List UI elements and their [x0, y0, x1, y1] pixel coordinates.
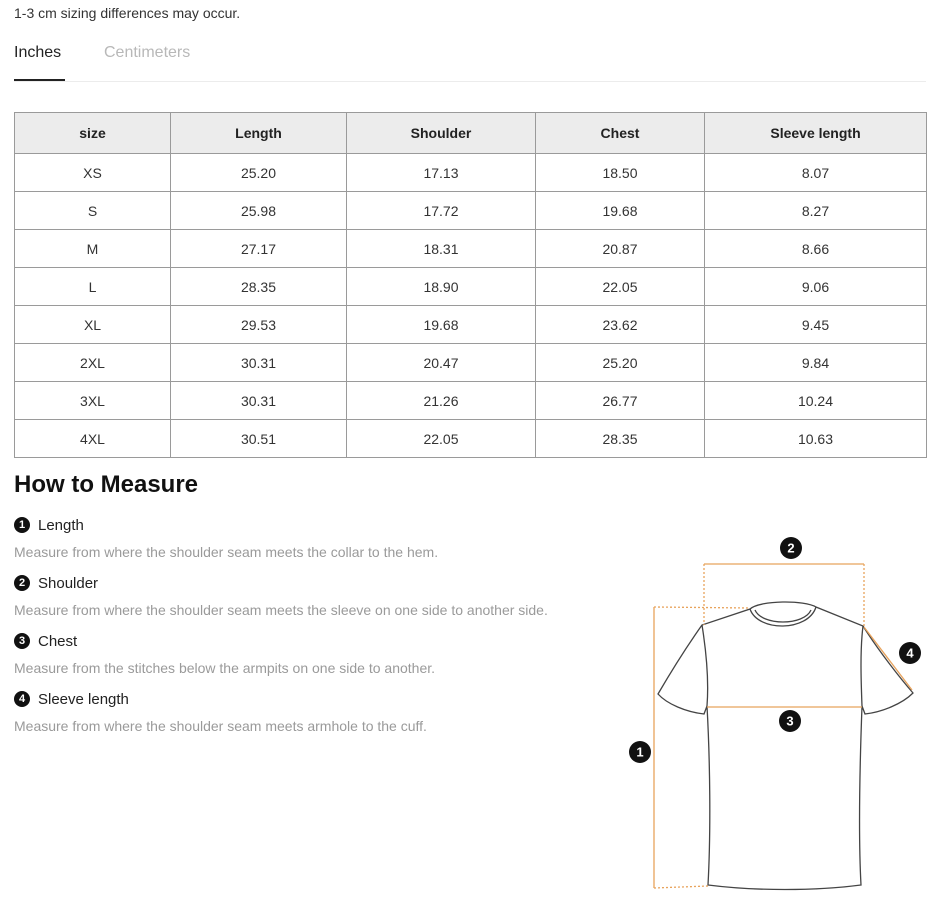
cell-size: S: [15, 192, 171, 230]
table-row: [15, 192, 927, 230]
tab-inches[interactable]: Inches: [14, 44, 62, 61]
marker-2-icon: [780, 537, 802, 559]
table-row: [15, 382, 927, 420]
cell-shoulder: 18.90: [347, 268, 536, 306]
cell-shoulder: 17.13: [347, 154, 536, 192]
table-row: [15, 230, 927, 268]
cell-chest: 25.20: [536, 344, 705, 382]
cell-sleeve-length: 10.24: [705, 382, 927, 420]
tab-centimeters[interactable]: Centimeters: [104, 44, 191, 61]
measure-item-chest: [14, 631, 435, 676]
measure-label: Sleeve length: [38, 690, 129, 708]
number-4-icon: 4: [14, 691, 30, 707]
cell-chest: 26.77: [536, 382, 705, 420]
marker-1-label: 1: [636, 744, 644, 760]
cell-size: 4XL: [15, 420, 171, 458]
cell-size: 2XL: [15, 344, 171, 382]
header-chest: Chest: [536, 113, 705, 154]
cell-chest: 28.35: [536, 420, 705, 458]
unit-tabs: [14, 40, 926, 82]
how-to-measure-title: How to Measure: [14, 471, 199, 498]
table-row: [15, 154, 927, 192]
cell-length: 30.51: [171, 420, 347, 458]
measure-description: Measure from where the shoulder seam meets the sleeve on one side to another side.: [14, 602, 548, 618]
cell-size: L: [15, 268, 171, 306]
measure-label: Chest: [38, 632, 78, 650]
header-shoulder: Shoulder: [347, 113, 536, 154]
cell-shoulder: 18.31: [347, 230, 536, 268]
cell-chest: 20.87: [536, 230, 705, 268]
number-1-icon: 1: [14, 517, 30, 533]
cell-length: 27.17: [171, 230, 347, 268]
marker-2-label: 2: [787, 540, 795, 556]
cell-sleeve-length: 10.63: [705, 420, 927, 458]
measure-item-length: [14, 515, 438, 560]
table-row: [15, 420, 927, 458]
number-2-icon: 2: [14, 575, 30, 591]
cell-length: 25.98: [171, 192, 347, 230]
size-chart-table: [14, 112, 927, 458]
cell-size: M: [15, 230, 171, 268]
tshirt-measurement-diagram: [620, 530, 930, 898]
number-3-icon: 3: [14, 633, 30, 649]
cell-sleeve-length: 8.27: [705, 192, 927, 230]
cell-sleeve-length: 9.84: [705, 344, 927, 382]
cell-sleeve-length: 9.06: [705, 268, 927, 306]
cell-length: 25.20: [171, 154, 347, 192]
cell-size: XL: [15, 306, 171, 344]
cell-sleeve-length: 8.07: [705, 154, 927, 192]
cell-chest: 18.50: [536, 154, 705, 192]
measure-description: Measure from the stitches below the armpits on one side to another.: [14, 660, 436, 676]
cell-chest: 23.62: [536, 306, 705, 344]
cell-shoulder: 17.72: [347, 192, 536, 230]
cell-shoulder: 20.47: [347, 344, 536, 382]
cell-size: 3XL: [15, 382, 171, 420]
cell-sleeve-length: 9.45: [705, 306, 927, 344]
measure-item-sleeve-length: [14, 689, 427, 734]
marker-4-label: 4: [906, 645, 914, 661]
cell-length: 29.53: [171, 306, 347, 344]
tshirt-outline: [658, 602, 913, 890]
table-header-row: [15, 113, 927, 154]
measure-label: Length: [38, 516, 84, 534]
marker-3-icon: [779, 710, 801, 732]
measure-item-shoulder: [14, 573, 548, 618]
marker-1-icon: [629, 741, 651, 763]
header-size: size: [15, 113, 171, 154]
table-row: [15, 268, 927, 306]
cell-shoulder: 22.05: [347, 420, 536, 458]
cell-length: 28.35: [171, 268, 347, 306]
table-row: [15, 306, 927, 344]
cell-length: 30.31: [171, 382, 347, 420]
header-length: Length: [171, 113, 347, 154]
measure-label: Shoulder: [38, 574, 99, 592]
marker-3-label: 3: [786, 713, 794, 729]
marker-4-icon: [899, 642, 921, 664]
sizing-note: 1-3 cm sizing differences may occur.: [14, 5, 241, 21]
measure-description: Measure from where the shoulder seam meets armhole to the cuff.: [14, 718, 427, 734]
cell-size: XS: [15, 154, 171, 192]
measure-description: Measure from where the shoulder seam meets the collar to the hem.: [14, 544, 439, 560]
cell-chest: 19.68: [536, 192, 705, 230]
table-row: [15, 344, 927, 382]
cell-length: 30.31: [171, 344, 347, 382]
cell-shoulder: 21.26: [347, 382, 536, 420]
header-sleeve-length: Sleeve length: [705, 113, 927, 154]
cell-shoulder: 19.68: [347, 306, 536, 344]
cell-chest: 22.05: [536, 268, 705, 306]
table-body: [15, 154, 927, 458]
active-tab-indicator: [14, 79, 65, 81]
cell-sleeve-length: 8.66: [705, 230, 927, 268]
